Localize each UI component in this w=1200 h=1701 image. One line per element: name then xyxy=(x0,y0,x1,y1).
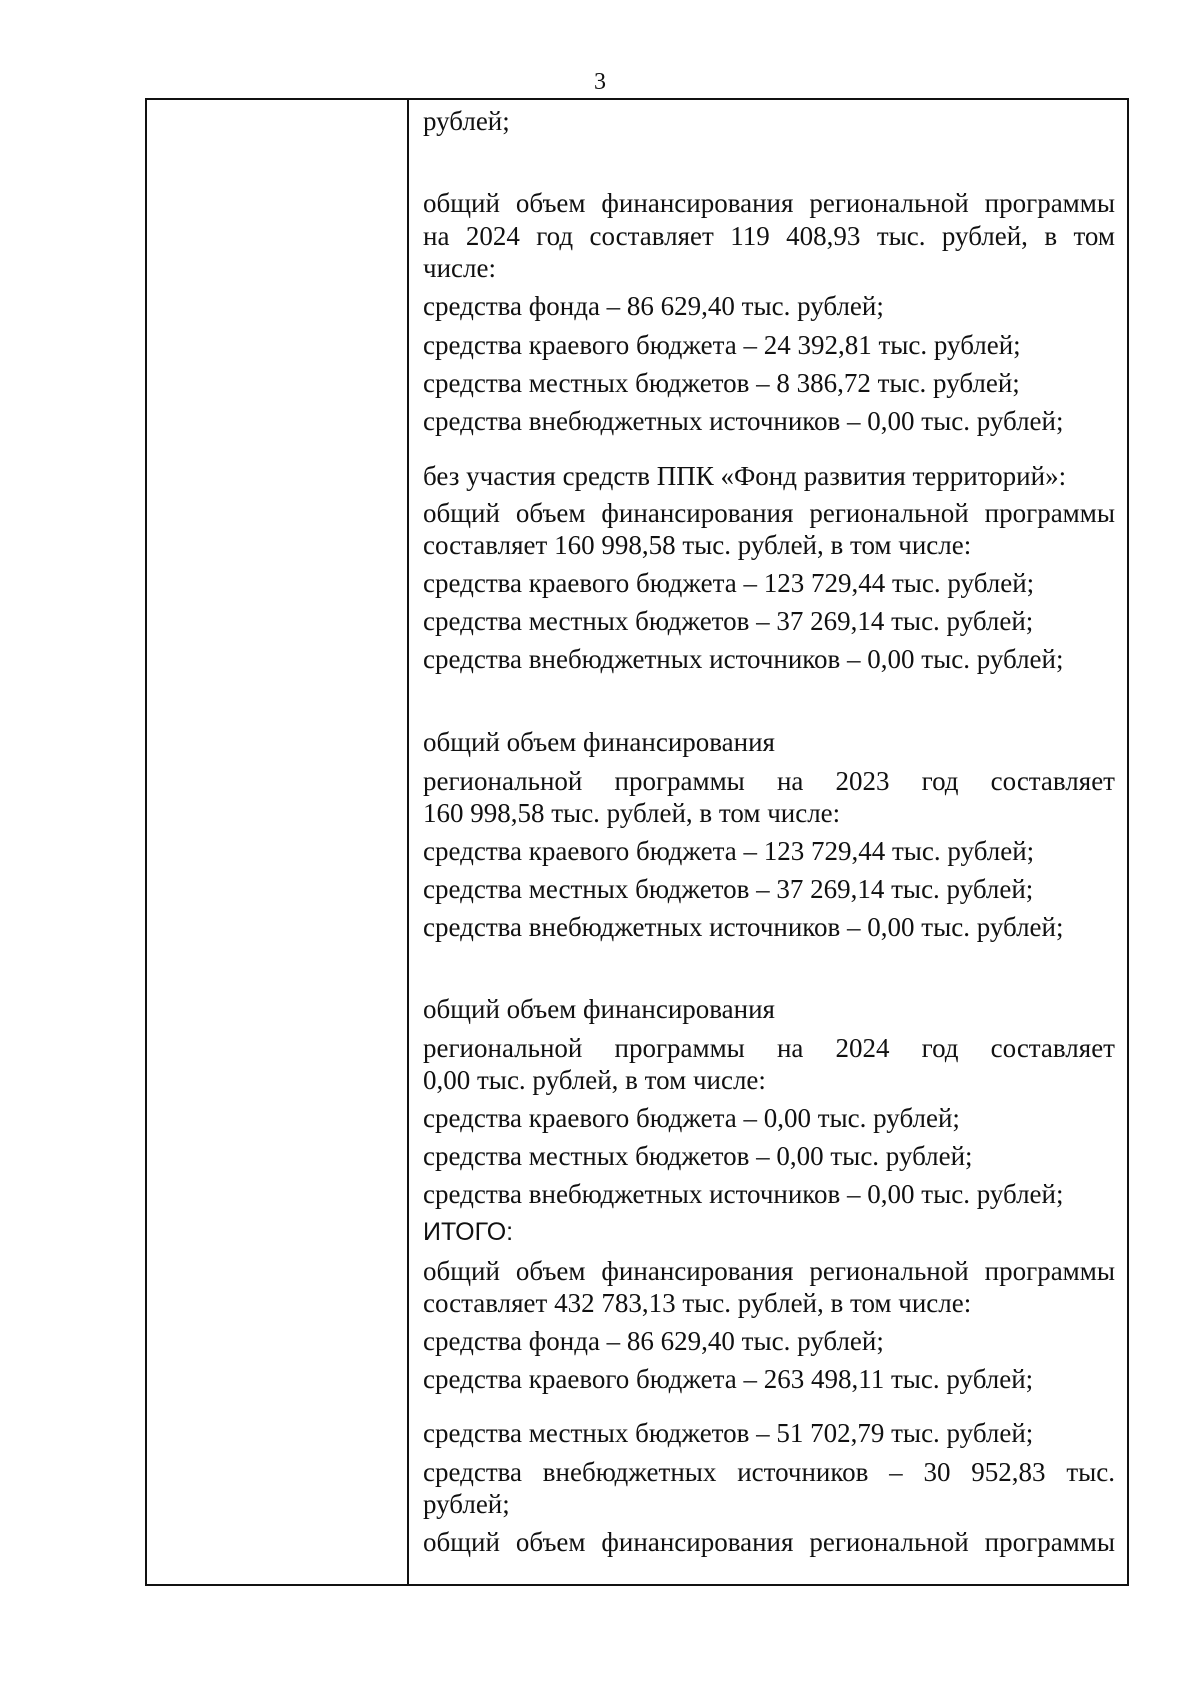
text-line: средства фонда – 86 629,40 тыс. рублей; xyxy=(423,291,884,321)
text-line: средства краевого бюджета – 123 729,44 тыс. рублей; xyxy=(423,836,1035,866)
text-line: средства краевого бюджета – 0,00 тыс. рублей; xyxy=(423,1103,960,1133)
table-left-cell xyxy=(147,100,409,1584)
text-line: общий объем финансирования региональной программы xyxy=(423,1256,1115,1286)
text-line: составляет 432 783,13 тыс. рублей, в том числе: xyxy=(423,1288,972,1318)
text-line: средства краевого бюджета – 123 729,44 тыс. рублей; xyxy=(423,568,1035,598)
text-line: составляет 160 998,58 тыс. рублей, в том числе: xyxy=(423,530,972,560)
text-line: средства фонда – 86 629,40 тыс. рублей; xyxy=(423,1326,884,1356)
text-line: средства внебюджетных источников – 0,00 тыс. рублей; xyxy=(423,1179,1064,1209)
text-line: средства местных бюджетов – 37 269,14 тыс. рублей; xyxy=(423,606,1034,636)
text-line: на 2024 год составляет 119 408,93 тыс. рублей, в том xyxy=(423,221,1115,251)
table-right-cell xyxy=(411,100,1127,1584)
text-line: средства краевого бюджета – 24 392,81 тыс. рублей; xyxy=(423,330,1021,360)
text-line: региональной программы на 2023 год составляет xyxy=(423,766,1115,796)
text-line: средства внебюджетных источников – 0,00 тыс. рублей; xyxy=(423,912,1064,942)
text-line: числе: xyxy=(423,253,496,283)
text-line: средства местных бюджетов – 0,00 тыс. рублей; xyxy=(423,1141,973,1171)
document-table xyxy=(145,98,1129,1586)
text-line: рублей; xyxy=(423,106,510,136)
text-line: общий объем финансирования xyxy=(423,727,775,757)
text-line: без участия средств ППК «Фонд развития территорий»: xyxy=(423,461,1067,491)
text-line: средства местных бюджетов – 37 269,14 тыс. рублей; xyxy=(423,874,1034,904)
text-line: средства местных бюджетов – 51 702,79 тыс. рублей; xyxy=(423,1418,1034,1448)
text-line: общий объем финансирования региональной программы xyxy=(423,188,1115,218)
text-line: средства внебюджетных источников – 30 952,83 тыс. xyxy=(423,1457,1115,1487)
text-line: 0,00 тыс. рублей, в том числе: xyxy=(423,1065,766,1095)
text-line: общий объем финансирования xyxy=(423,994,775,1024)
section-heading: ИТОГО: xyxy=(423,1218,514,1246)
text-line: общий объем финансирования региональной программы xyxy=(423,1527,1115,1557)
text-line: 160 998,58 тыс. рублей, в том числе: xyxy=(423,798,841,828)
text-line: средства внебюджетных источников – 0,00 тыс. рублей; xyxy=(423,644,1064,674)
text-line: региональной программы на 2024 год составляет xyxy=(423,1033,1115,1063)
text-line: общий объем финансирования региональной программы xyxy=(423,498,1115,528)
text-line: средства местных бюджетов – 8 386,72 тыс. рублей; xyxy=(423,368,1020,398)
text-line: средства краевого бюджета – 263 498,11 тыс. рублей; xyxy=(423,1364,1034,1394)
page-number: 3 xyxy=(594,69,606,95)
text-line: рублей; xyxy=(423,1489,510,1519)
text-line: средства внебюджетных источников – 0,00 тыс. рублей; xyxy=(423,406,1064,436)
